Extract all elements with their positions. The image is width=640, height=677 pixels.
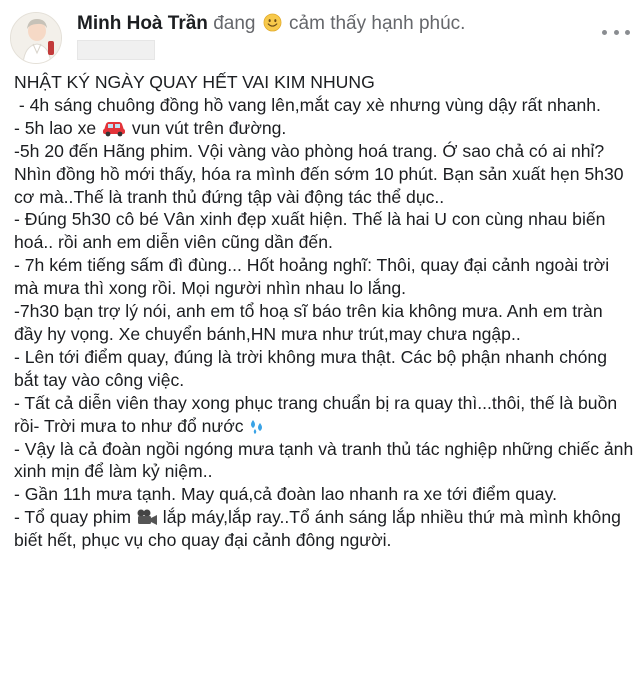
post-title: NHẬT KÝ NGÀY QUAY HẾT VAI KIM NHUNG (14, 72, 375, 92)
smiling-face-icon (263, 13, 282, 32)
post-body (14, 71, 639, 552)
post-line: - Đúng 5h30 cô bé Vân xinh đẹp xuất hiện. Thế là hai U con cùng nhau biến hoá.. rồi anh em diễn viên cũng dần đến. (14, 209, 611, 253)
more-options-icon (602, 30, 607, 35)
car-icon (101, 119, 127, 137)
feeling-text[interactable]: cảm thấy hạnh phúc. (289, 13, 466, 34)
post-line: -7h30 bạn trợ lý nói, anh em tổ hoạ sĩ báo trên kia không mưa. Anh em tràn đầy hy vọng. Xe chuyển bánh,HN mưa như trút,may chưa ngập.. (14, 301, 608, 344)
post-meta-redacted (77, 40, 155, 60)
avatar-image (11, 13, 62, 64)
post-line: - Vậy là cả đoàn ngồi ngóng mưa tạnh và tranh thủ tác nghiệp những chiếc ảnh xinh mịn để làm kỷ niệm.. (14, 438, 639, 482)
water-droplets-icon (248, 417, 266, 435)
post-line: - 5h lao xe vun vút trên đường. (14, 117, 287, 138)
author-name[interactable]: Minh Hoà Trần (77, 13, 208, 34)
more-options-button[interactable] (602, 22, 630, 42)
post-line: - Tất cả diễn viên thay xong phục trang chuẩn bị ra quay thì...thôi, thế là buồn rồi- Trời mưa to như đổ nước (14, 392, 623, 436)
post-author-line (77, 12, 465, 36)
post-line: - Tổ quay phim lắp máy,lắp ray..Tổ ánh sáng lắp nhiều thứ mà mình không biết hết, phục vụ cho quay đại cảnh đông người. (14, 507, 626, 551)
avatar[interactable] (10, 12, 62, 64)
feeling-prefix: đang (213, 13, 256, 34)
post-line: - 7h kém tiếng sấm đì đùng... Hốt hoảng nghĩ: Thôi, quay đại cảnh ngoài trời mà mưa thì xong rồi. Mọi người nhìn nhau lo lắng. (14, 255, 614, 299)
post-line: - 4h sáng chuông đồng hồ vang lên,mắt cay xè nhưng vùng dậy rất nhanh. (14, 94, 601, 115)
post-line: - Gần 11h mưa tạnh. May quá,cả đoàn lao nhanh ra xe tới điểm quay. (14, 484, 557, 505)
post-header (0, 0, 640, 66)
post-line: - Lên tới điểm quay, đúng là trời không mưa thật. Các bộ phận nhanh chóng bắt tay vào công việc. (14, 346, 612, 390)
movie-camera-icon (136, 508, 158, 526)
post-line: -5h 20 đến Hãng phim. Vội vàng vào phòng hoá trang. Ớ sao chả có ai nhỉ? Nhìn đồng hồ mới thấy, hóa ra mình đến sớm 10 phút. Bạn sản xuất hẹn 5h30 cơ mà..Thế là tranh thủ đứng tập vài động tác thể dục.. (14, 140, 629, 207)
